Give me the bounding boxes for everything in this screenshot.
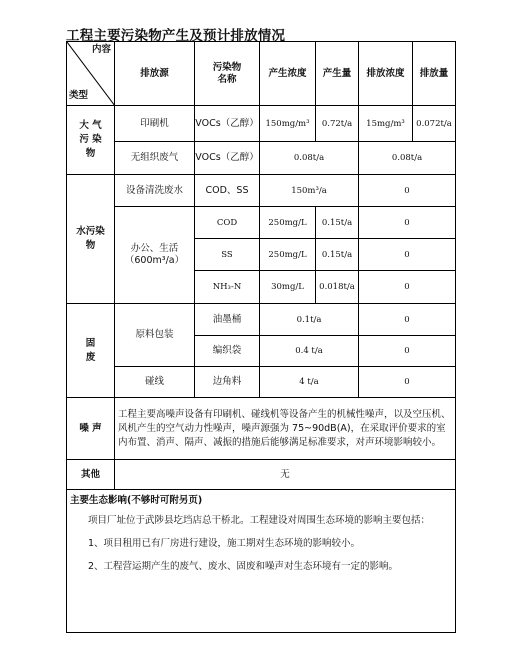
gen-amt-cell: 0.72t/a <box>316 106 359 142</box>
category-noise: 噪 声 <box>67 398 115 460</box>
pollutant-cell: 边角料 <box>195 367 260 398</box>
pollutant-cell: 编织袋 <box>195 336 260 367</box>
category-solid-line1: 固 <box>85 337 96 349</box>
source-cell-office <box>115 207 195 304</box>
emit-merged-cell: 0 <box>359 175 456 207</box>
category-water <box>67 175 115 304</box>
emit-merged-cell: 0 <box>359 336 456 367</box>
category-solid-line2: 废 <box>85 351 96 363</box>
emit-conc-cell: 15mg/m³ <box>359 106 413 142</box>
category-water-line2: 物 <box>85 240 96 251</box>
pollutant-cell: VOCs（乙醇） <box>195 106 260 142</box>
table-row <box>67 142 456 175</box>
header-source: 排放源 <box>115 42 195 106</box>
header-corner-type: 类型 <box>69 90 89 101</box>
eco-heading: 主要生态影响(不够时可附另页) <box>70 495 203 506</box>
gen-amt-cell: 0.018t/a <box>316 271 359 304</box>
category-other: 其他 <box>67 460 115 490</box>
other-value: 无 <box>115 460 456 490</box>
gen-merged-cell: 0.08t/a <box>260 142 359 175</box>
source-cell: 印刷机 <box>115 106 195 142</box>
header-corner-content: 内容 <box>91 44 111 55</box>
header-pollutant <box>195 42 260 106</box>
pollutant-cell: 油墨桶 <box>195 304 260 336</box>
noise-description: 工程主要高噪声设备有印刷机、碰线机等设备产生的机械性噪声，以及空压机、风机产生的空气动力性噪声，噪声源强为 75~90dB(A)，在采取评价要求的室内布置、消声、隔声、减振的措施后能够满足标准要求，对声环境影响较小。 <box>115 398 456 460</box>
emit-merged-cell: 0 <box>359 207 456 239</box>
source-cell: 无组织废气 <box>115 142 195 175</box>
table-row <box>67 175 456 207</box>
table-row <box>67 460 456 490</box>
source-office-line1: 办公、生活 <box>130 243 179 254</box>
source-cell: 设备清洗废水 <box>115 175 195 207</box>
eco-item-1: 1、项目租用已有厂房进行建设，施工期对生态环境的影响较小。 <box>88 538 361 549</box>
category-water-line1: 水污染 <box>76 226 105 237</box>
header-emit-conc: 排放浓度 <box>359 42 413 106</box>
gen-conc-cell: 250mg/L <box>260 207 316 239</box>
gen-merged-cell: 4 t/a <box>260 367 359 398</box>
header-pollutant-line2: 名称 <box>217 73 237 85</box>
header-gen-amt: 产生量 <box>316 42 359 106</box>
gen-conc-cell: 250mg/L <box>260 239 316 271</box>
page-title: 工程主要污染物产生及预计排放情况 <box>66 28 286 44</box>
header-gen-conc: 产生浓度 <box>260 42 316 106</box>
header-emit-amt: 排放量 <box>413 42 456 106</box>
eco-intro: 项目厂址位于武陟县圪垱店总干桥北。工程建设对周围生态环境的影响主要包括： <box>88 515 431 526</box>
category-air <box>67 106 115 175</box>
pollutant-table <box>66 41 456 633</box>
gen-merged-cell: 150m³/a <box>260 175 359 207</box>
emit-merged-cell: 0 <box>359 239 456 271</box>
category-air-line3: 物 <box>85 148 96 159</box>
table-row <box>67 490 456 633</box>
source-cell: 原料包装 <box>115 304 195 367</box>
category-solid <box>67 304 115 398</box>
table-row <box>67 106 456 142</box>
table-row <box>67 367 456 398</box>
category-air-line1: 大 气 <box>79 120 102 131</box>
emit-merged-cell: 0 <box>359 271 456 304</box>
emit-merged-cell: 0.08t/a <box>359 142 456 175</box>
gen-amt-cell: 0.15t/a <box>316 207 359 239</box>
pollutant-cell: SS <box>195 239 260 271</box>
header-pollutant-line1: 污染物 <box>212 61 242 73</box>
table-row <box>67 207 456 239</box>
header-corner-cell <box>67 42 115 106</box>
gen-merged-cell: 0.4 t/a <box>260 336 359 367</box>
pollutant-cell: COD <box>195 207 260 239</box>
table-row <box>67 398 456 460</box>
gen-amt-cell: 0.15t/a <box>316 239 359 271</box>
eco-item-2: 2、工程营运期产生的废气、废水、固废和噪声对生态环境有一定的影响。 <box>88 561 399 572</box>
emit-merged-cell: 0 <box>359 367 456 398</box>
source-office-line2: （600m³/a） <box>124 255 185 266</box>
emit-amt-cell: 0.072t/a <box>413 106 456 142</box>
category-air-line2: 污 染 <box>79 134 102 145</box>
pollutant-cell: COD、SS <box>195 175 260 207</box>
gen-conc-cell: 30mg/L <box>260 271 316 304</box>
pollutant-cell: NH₃-N <box>195 271 260 304</box>
gen-merged-cell: 0.1t/a <box>260 304 359 336</box>
emit-merged-cell: 0 <box>359 304 456 336</box>
source-cell: 碰线 <box>115 367 195 398</box>
gen-conc-cell: 150mg/m³ <box>260 106 316 142</box>
table-row <box>67 304 456 336</box>
eco-impact-section <box>67 490 456 633</box>
pollutant-cell: VOCs（乙醇） <box>195 142 260 175</box>
table-header-row <box>67 42 456 106</box>
